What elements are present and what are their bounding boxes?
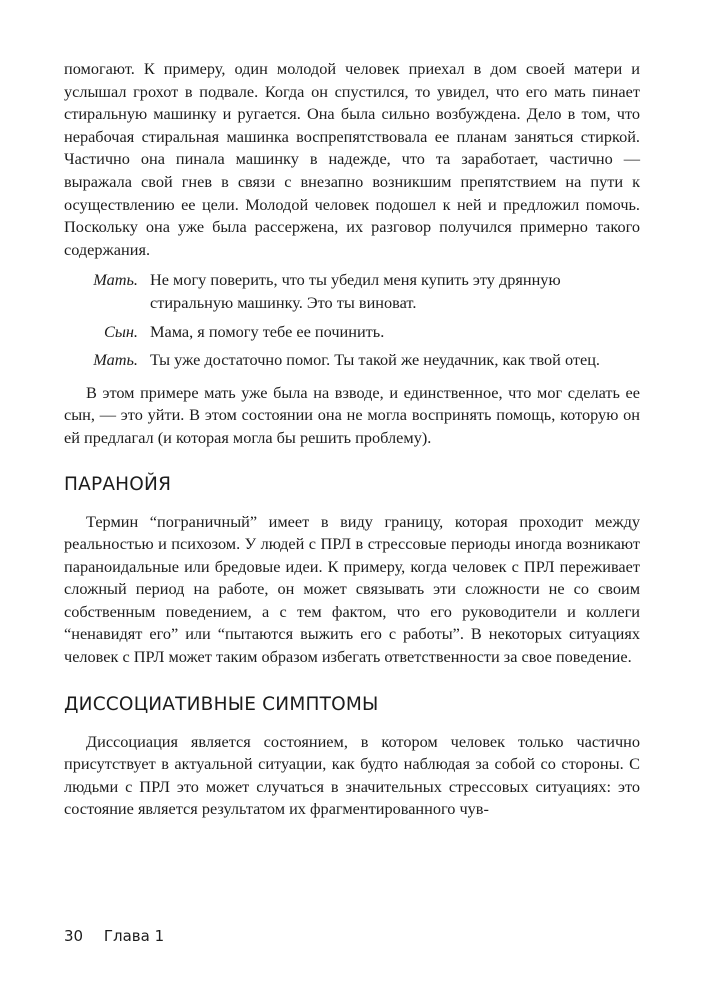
- page-number: 30: [64, 927, 84, 945]
- section-heading-paranoia: ПАРАНОЙЯ: [64, 473, 172, 495]
- dialogue-speaker: Мать.: [93, 350, 138, 370]
- page-body: [64, 58, 640, 821]
- paragraph-intro: помогают. К примеру, один молодой человек приехал в дом своей матери и услышал грохот в подвале. Когда он спустился, то увидел, что его мать пинает стиральную машинку и ругается. Она была сильно возбуждена. Дело в том, что нерабочая стиральная машинка воспрепятствовала ее планам заняться стиркой. Частично она пинала машинку в надежде, что та заработает, частично — выражала свой гнев в связи с внезапно возникшим препятствием на пути к осуществлению ее цели. Молодой человек подошел к ней и предложил помочь. Поскольку она уже была рассержена, их разговор получился примерно такого содержания.: [64, 59, 640, 259]
- running-chapter-title: Глава 1: [103, 927, 165, 945]
- dialogue-line: [64, 349, 640, 372]
- dialogue-block: [64, 269, 640, 371]
- dialogue-speaker: Мать.: [93, 270, 138, 290]
- dialogue-line: [64, 269, 640, 314]
- paragraph-dissociation: Диссоциация является состоянием, в котором человек только частично присутствует в актуальной ситуации, как будто наблюдая за собой со стороны. С людьми с ПРЛ это может случаться в значительных стрессовых ситуациях: это состояние является результатом их фрагментированного чув-: [64, 731, 640, 819]
- dialogue-text: Не могу поверить, что ты убедил меня купить эту дрянную стиральную машинку. Это ты виноват.: [150, 270, 561, 312]
- dialogue-speaker: Сын.: [103, 321, 138, 341]
- page-footer: [64, 927, 164, 945]
- dialogue-text: Ты уже достаточно помог. Ты такой же неудачник, как твой отец.: [150, 350, 601, 370]
- paragraph-paranoia: Термин “пограничный” имеет в виду границу, которая проходит между реальностью и психозом. У людей с ПРЛ в стрессовые периоды иногда возникают параноидальные или бредовые идеи. К примеру, когда человек с ПРЛ переживает сложный период на работе, он может связывать эти сложности не со своим собственным поведением, а с тем фактом, что его руководители и коллеги “ненавидят его” или “пытаются выжить его с работы”. В некоторых ситуациях человек с ПРЛ может таким образом избегать ответственности за свое поведение.: [64, 511, 640, 667]
- paragraph-example-conclusion: В этом примере мать уже была на взводе, и единственное, что мог сделать ее сын, — это уйти. В этом состоянии она не могла воспринять помощь, которую он ей предлагал (и которая могла бы решить проблему).: [64, 382, 640, 447]
- section-heading-dissociative: ДИССОЦИАТИВНЫЕ СИМПТОМЫ: [64, 693, 379, 715]
- dialogue-line: [64, 321, 640, 344]
- dialogue-text: Мама, я помогу тебе ее починить.: [150, 321, 385, 341]
